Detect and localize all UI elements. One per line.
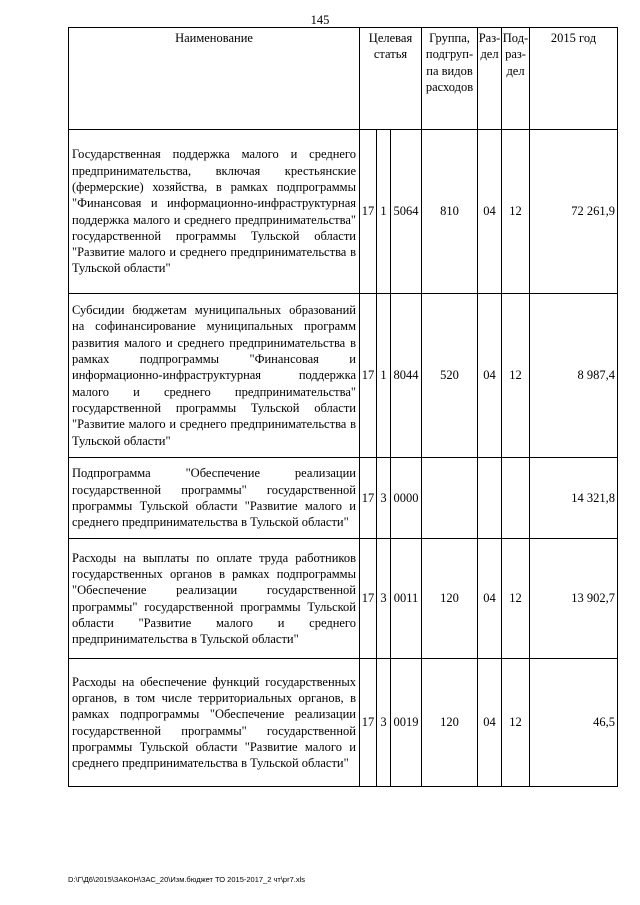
row-section: 04 <box>478 539 502 659</box>
row-name: Расходы на обеспечение функций государственных органов, в том числе территориальных органов, в рамках подпрограммы "Обеспечение реализации государственной программы" государственной программы Тульской области "Развитие малого и среднего предпринимательства в Тульской области" <box>69 659 360 787</box>
row-amount: 72 261,9 <box>530 130 618 294</box>
row-article-part3: 0019 <box>391 659 422 787</box>
row-expense-group: 120 <box>422 659 478 787</box>
row-article-part2: 3 <box>377 539 391 659</box>
table-row <box>69 659 618 787</box>
table-row <box>69 130 618 294</box>
row-expense-group: 810 <box>422 130 478 294</box>
row-article-part1: 17 <box>360 130 377 294</box>
budget-table <box>68 27 618 787</box>
row-amount: 46,5 <box>530 659 618 787</box>
row-subsection: 12 <box>502 130 530 294</box>
row-name: Подпрограмма "Обеспечение реализации государственной программы" государственной программы Тульской области "Развитие малого и среднего предпринимательства в Тульской области" <box>69 458 360 539</box>
row-amount: 14 321,8 <box>530 458 618 539</box>
header-target-article: Целевая статья <box>360 28 422 130</box>
row-article-part2: 3 <box>377 458 391 539</box>
header-section: Раз-дел <box>478 28 502 130</box>
row-name: Расходы на выплаты по оплате труда работников государственных органов в рамках подпрограммы "Обеспечение реализации государственной программы" государственной программы Тульской области "Развитие малого и среднего предпринимательства в Тульской области" <box>69 539 360 659</box>
row-section: 04 <box>478 130 502 294</box>
row-article-part2: 1 <box>377 130 391 294</box>
row-expense-group: 520 <box>422 294 478 458</box>
row-subsection <box>502 458 530 539</box>
file-path-footer: D:\Г\Д6\2015\ЗАКОН\ЗАС_20\Изм.бюджет ТО 2015-2017_2 чт\pr7.xls <box>68 875 305 884</box>
row-name: Государственная поддержка малого и среднего предпринимательства, включая крестьянские (фермерские) хозяйства, в рамках подпрограммы "Финансовая и информационно-инфраструктурная поддержка малого и среднего предпринимательства" государственной программы Тульской области "Развитие малого и среднего предпринимательства в Тульской области" <box>69 130 360 294</box>
row-article-part1: 17 <box>360 294 377 458</box>
table-header-row <box>69 28 618 130</box>
table-row <box>69 294 618 458</box>
row-section <box>478 458 502 539</box>
header-name: Наименование <box>69 28 360 130</box>
row-article-part1: 17 <box>360 659 377 787</box>
row-subsection: 12 <box>502 294 530 458</box>
row-amount: 8 987,4 <box>530 294 618 458</box>
row-section: 04 <box>478 294 502 458</box>
row-subsection: 12 <box>502 539 530 659</box>
header-year: 2015 год <box>530 28 618 130</box>
row-expense-group: 120 <box>422 539 478 659</box>
row-article-part1: 17 <box>360 458 377 539</box>
row-article-part3: 0000 <box>391 458 422 539</box>
page-number: 145 <box>310 13 330 27</box>
table-row <box>69 539 618 659</box>
row-amount: 13 902,7 <box>530 539 618 659</box>
row-article-part2: 3 <box>377 659 391 787</box>
row-section: 04 <box>478 659 502 787</box>
row-article-part1: 17 <box>360 539 377 659</box>
row-article-part3: 0011 <box>391 539 422 659</box>
row-article-part2: 1 <box>377 294 391 458</box>
header-subsection: Под-раз-дел <box>502 28 530 130</box>
header-expense-group: Группа, подгруп-па видов расходов <box>422 28 478 130</box>
row-article-part3: 8044 <box>391 294 422 458</box>
row-name: Субсидии бюджетам муниципальных образований на софинансирование муниципальных программ развития малого и среднего предпринимательства в рамках подпрограммы "Финансовая и информационно-инфраструктурная поддержка малого и среднего предпринимательства" государственной программы Тульской области "Развитие малого и среднего предпринимательства в Тульской области" <box>69 294 360 458</box>
row-article-part3: 5064 <box>391 130 422 294</box>
row-subsection: 12 <box>502 659 530 787</box>
row-expense-group <box>422 458 478 539</box>
table-row <box>69 458 618 539</box>
